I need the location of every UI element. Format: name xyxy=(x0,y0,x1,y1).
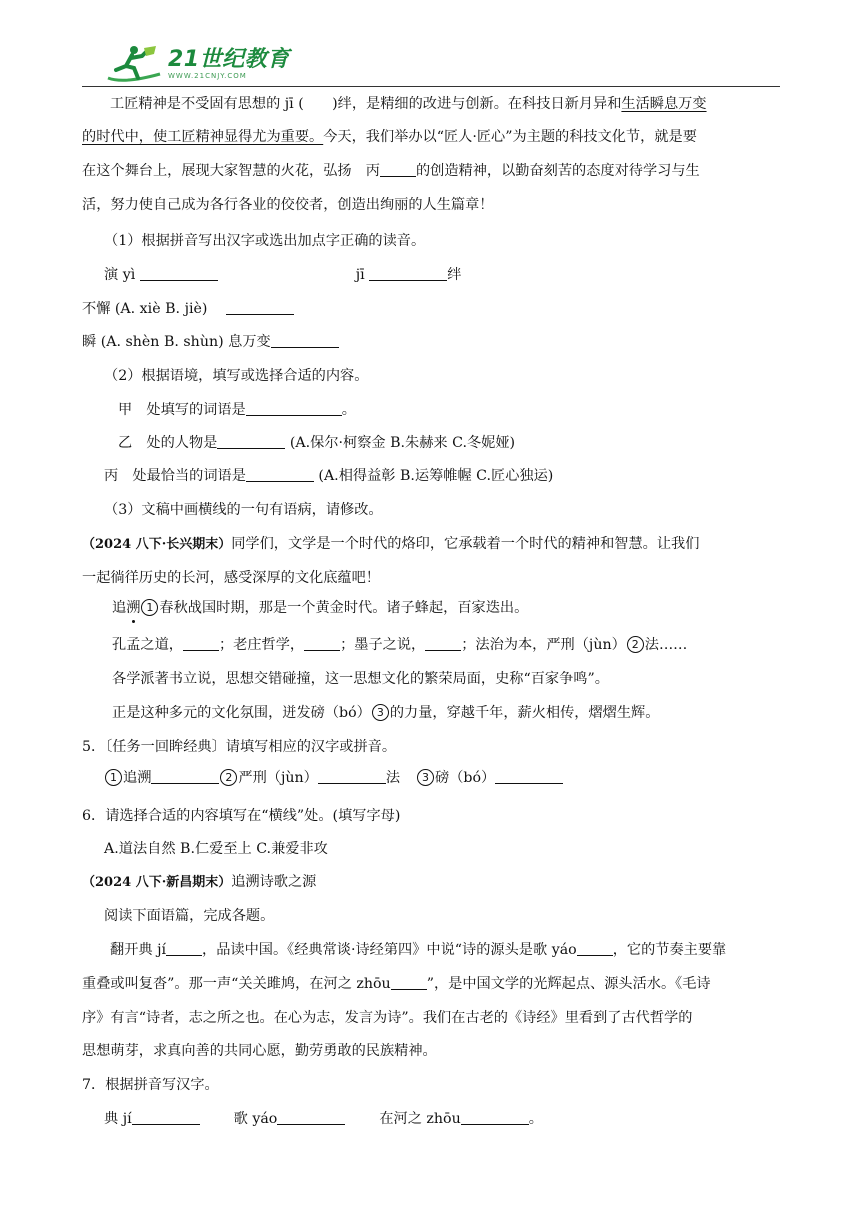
q2-item-a: 甲 处填写的词语是 。 xyxy=(118,402,356,418)
underlined-sentence: 的时代中，使工匠精神显得尤为重要。 xyxy=(82,129,324,145)
answer-blank[interactable] xyxy=(246,400,342,416)
answer-blank[interactable] xyxy=(495,768,563,784)
header-divider xyxy=(82,86,780,87)
runner-logo-icon xyxy=(104,44,164,84)
answer-blank[interactable] xyxy=(391,974,427,990)
circled-number: 2 xyxy=(627,636,644,653)
passage-line: 思想萌芽，求真向善的共同心愿，勤劳勇敢的民族精神。 xyxy=(82,1043,437,1059)
answer-blank[interactable] xyxy=(304,635,340,651)
passage-line: 重叠或叫复沓”。那一声“关关雎鸠，在河之 zhōu ”，是中国文学的光辉起点、源头活水。《毛诗 xyxy=(82,976,711,992)
answer-blank[interactable] xyxy=(217,433,285,449)
q2-item-c: 丙 处最恰当的词语是 (A.相得益彰 B.运筹帷幄 C.匠心独运) xyxy=(104,468,554,484)
answer-blank[interactable] xyxy=(380,161,416,177)
section-3-heading: （2024 八下·新昌期末）追溯诗歌之源 xyxy=(82,874,317,890)
answer-blank[interactable] xyxy=(132,1109,200,1125)
q5-answers: 1 追溯 2 严刑（jùn） 法 3 磅（bó） xyxy=(104,768,804,788)
logo xyxy=(104,42,290,86)
poem-line-2: 孔孟之道， ；老庄哲学， ；墨子之说， ；法治为本，严刑（jùn） 2 法…… xyxy=(112,637,688,653)
q1-item-b: 不懈 (A. xiè B. jiè) xyxy=(82,299,782,319)
passage-line: 翻开典 jí ，品读中国。《经典常谈·诗经第四》中说“诗的源头是歌 yáo ，它的节奏主要靠 xyxy=(110,942,727,958)
poem-line-3: 各学派著书立说，思想交错碰撞，这一思想文化的繁荣局面，史称“百家争鸣”。 xyxy=(112,671,609,687)
passage-line: 的时代中，使工匠精神显得尤为重要。今天，我们举办以“匠人·匠心”为主题的科技文化节，就是要 xyxy=(82,129,697,145)
circled-number: 3 xyxy=(372,704,389,721)
answer-blank[interactable] xyxy=(577,940,613,956)
section-2-intro: （2024 八下·长兴期末）同学们，文学是一个时代的烙印，它承载着一个时代的精神和智慧。让我们 xyxy=(82,536,700,552)
answer-blank[interactable] xyxy=(425,635,461,651)
passage-line: 工匠精神是不受固有思想的 jī ( )绊，是精细的改进与创新。在科技日新月异和生活瞬息万变 xyxy=(110,96,707,112)
answer-blank[interactable] xyxy=(140,265,218,281)
answer-blank[interactable] xyxy=(183,635,219,651)
poem-line-1: 追溯 1 春秋战国时期，那是一个黄金时代。诸子蜂起，百家迭出。 xyxy=(112,600,529,616)
logo-title: 21世纪教育 xyxy=(168,46,290,72)
question-7-title: 7．根据拼音写汉字。 xyxy=(82,1077,219,1093)
question-5-title: 5．〔任务一回眸经典〕请填写相应的汉字或拼音。 xyxy=(82,739,397,755)
dotted-char: 溯 xyxy=(126,600,141,616)
answer-blank[interactable] xyxy=(226,299,294,315)
answer-blank[interactable] xyxy=(318,768,386,784)
answer-blank[interactable] xyxy=(166,940,202,956)
q2-item-b: 乙 处的人物是 (A.保尔·柯察金 B.朱赫来 C.冬妮娅) xyxy=(118,435,516,451)
answer-blank[interactable] xyxy=(151,768,219,784)
circled-number: 2 xyxy=(220,769,237,786)
question-2-title: （2）根据语境，填写或选择合适的内容。 xyxy=(104,368,369,384)
passage-line: 在这个舞台上，展现大家智慧的火花，弘扬 丙 的创造精神，以勤奋刻苦的态度对待学习与生 xyxy=(82,163,700,179)
question-1-title: （1）根据拼音写出汉字或选出加点字正确的读音。 xyxy=(104,233,426,249)
logo-url: WWW.21CNJY.COM xyxy=(168,71,247,80)
source-tag: （2024 八下·新昌期末） xyxy=(82,875,232,890)
section-3-intro: 阅读下面语篇，完成各题。 xyxy=(104,908,275,924)
answer-blank[interactable] xyxy=(277,1109,345,1125)
source-tag: （2024 八下·长兴期末） xyxy=(82,537,232,552)
circled-number: 1 xyxy=(141,599,158,616)
question-6-title: 6．请选择合适的内容填写在“横线”处。(填写字母) xyxy=(82,808,401,824)
q1-item-c: 瞬 (A. shèn B. shùn) 息万变 xyxy=(82,332,782,352)
answer-blank[interactable] xyxy=(369,265,447,281)
circled-number: 3 xyxy=(417,769,434,786)
q1-item-a: 演 yì jī 绊 xyxy=(104,267,462,283)
passage-line: 序》有言“诗者，志之所之也。在心为志，发言为诗”。我们在古老的《诗经》里看到了古代哲学的 xyxy=(82,1010,693,1026)
question-3-title: （3）文稿中画横线的一句有语病，请修改。 xyxy=(104,502,383,518)
section-2-intro-line2: 一起徜徉历史的长河，感受深厚的文化底蕴吧！ xyxy=(82,570,380,586)
q6-options: A.道法自然 B.仁爱至上 C.兼爱非攻 xyxy=(104,841,328,857)
answer-blank[interactable] xyxy=(461,1109,529,1125)
passage-line: 活，努力使自己成为各行各业的佼佼者，创造出绚丽的人生篇章！ xyxy=(82,197,494,213)
q7-answers: 典 jí 歌 yáo 在河之 zhōu 。 xyxy=(104,1111,543,1127)
underlined-sentence: 生活瞬息万变 xyxy=(621,96,707,112)
poem-line-4: 正是这种多元的文化氛围，迸发磅（bó） 3 的力量，穿越千年，薪火相传，熠熠生辉。 xyxy=(112,705,660,721)
answer-blank[interactable] xyxy=(271,332,339,348)
circled-number: 1 xyxy=(105,769,122,786)
page-header xyxy=(82,40,780,88)
answer-blank[interactable] xyxy=(246,466,314,482)
